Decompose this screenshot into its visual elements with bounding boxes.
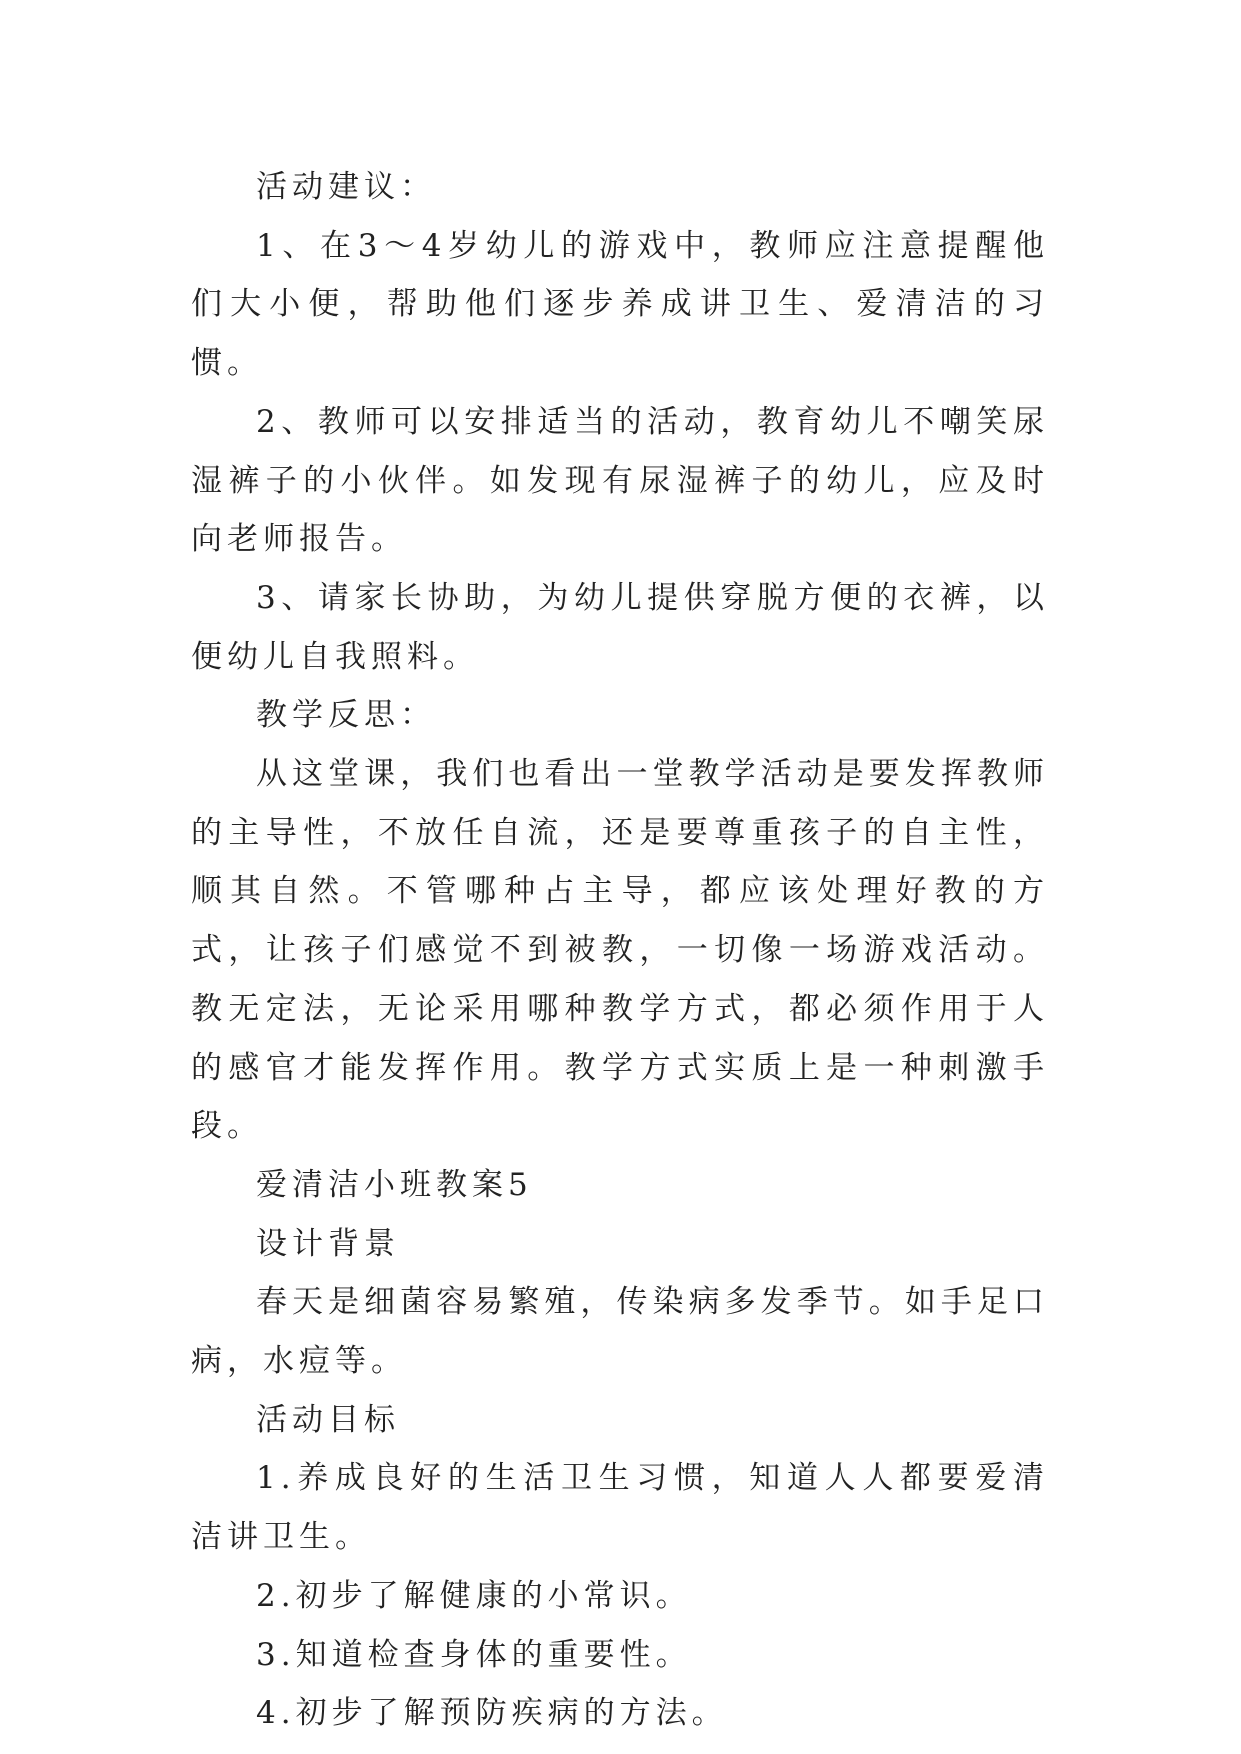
goal-item-3: 3.知道检查身体的重要性。 xyxy=(256,1636,692,1673)
goal-item-4: 4.初步了解预防疾病的方法。 xyxy=(256,1695,728,1732)
goal-item-1: 1.养成良好的生活卫生习惯，知道人人都要爱清洁讲卫生。 xyxy=(191,1460,1049,1556)
heading-teaching-reflection: 教学反思： xyxy=(256,697,436,734)
lesson-plan-title: 爱清洁小班教案5 xyxy=(256,1166,533,1203)
suggestion-paragraph-1: 1、在3～4岁幼儿的游戏中，教师应注意提醒他们大小便，帮助他们逐步养成讲卫生、爱清洁的习惯。 xyxy=(191,227,1049,382)
suggestion-paragraph-2: 2、教师可以安排适当的活动，教育幼儿不嘲笑尿湿裤子的小伙伴。如发现有尿湿裤子的幼儿，应及时向老师报告。 xyxy=(191,403,1049,558)
heading-design-background: 设计背景 xyxy=(256,1225,400,1262)
reflection-paragraph: 从这堂课，我们也看出一堂教学活动是要发挥教师的主导性，不放任自流，还是要尊重孩子的自主性，顺其自然。不管哪种占主导，都应该处理好教的方式，让孩子们感觉不到被教，一切像一场游戏活动。教无定法，无论采用哪种教学方式，都必须作用于人的感官才能发挥作用。教学方式实质上是一种刺激手段。 xyxy=(191,756,1049,1145)
heading-activity-suggestions: 活动建议： xyxy=(256,169,436,205)
suggestion-paragraph-3: 3、请家长协助，为幼儿提供穿脱方便的衣裤，以便幼儿自我照料。 xyxy=(191,579,1049,675)
goal-item-2: 2.初步了解健康的小常识。 xyxy=(256,1577,692,1614)
heading-activity-goals: 活动目标 xyxy=(256,1401,400,1438)
background-paragraph: 春天是细菌容易繁殖，传染病多发季节。如手足口病，水痘等。 xyxy=(191,1284,1049,1380)
document-body xyxy=(191,158,1049,1743)
